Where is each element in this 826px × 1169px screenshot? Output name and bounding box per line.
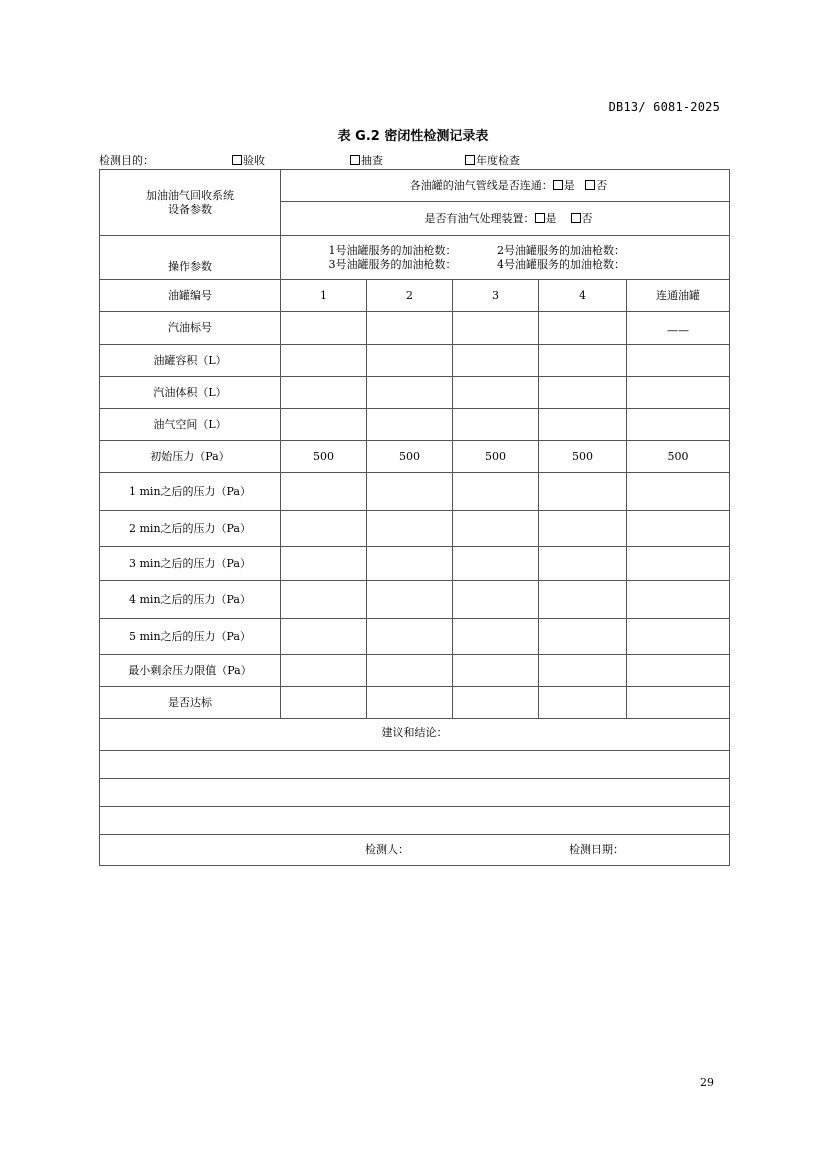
tightness-record-table xyxy=(99,169,730,866)
data-cell[interactable] xyxy=(281,409,367,441)
data-cell[interactable] xyxy=(627,377,730,409)
column-header: 2 xyxy=(367,280,453,312)
row-label: 4 min之后的压力（Pa） xyxy=(100,581,281,619)
pipeline-connected-question: 各油罐的油气管线是否连通： 是 否 xyxy=(281,170,730,202)
row-label: 油气空间（L） xyxy=(100,409,281,441)
data-cell: 500 xyxy=(453,441,539,473)
data-cell[interactable] xyxy=(367,547,453,581)
data-cell[interactable] xyxy=(539,581,627,619)
checkbox-icon[interactable] xyxy=(585,180,595,190)
data-cell[interactable] xyxy=(367,312,453,345)
data-cell[interactable] xyxy=(627,655,730,687)
data-cell[interactable] xyxy=(627,687,730,719)
data-cell[interactable] xyxy=(281,473,367,511)
data-cell[interactable] xyxy=(367,655,453,687)
data-cell: 500 xyxy=(367,441,453,473)
data-cell[interactable] xyxy=(539,687,627,719)
data-cell[interactable] xyxy=(539,511,627,547)
conclusion-line[interactable] xyxy=(100,779,730,807)
row-label: 油罐容积（L） xyxy=(100,345,281,377)
data-cell[interactable] xyxy=(367,511,453,547)
purpose-label: 检测目的： xyxy=(99,154,154,167)
row-label: 5 min之后的压力（Pa） xyxy=(100,619,281,655)
column-header: 3 xyxy=(453,280,539,312)
data-cell: 500 xyxy=(281,441,367,473)
data-cell[interactable] xyxy=(627,409,730,441)
purpose-option-spot-check[interactable]: 抽查 xyxy=(350,152,383,168)
data-cell[interactable] xyxy=(367,581,453,619)
data-cell[interactable] xyxy=(453,377,539,409)
row-label: 最小剩余压力限值（Pa） xyxy=(100,655,281,687)
data-cell[interactable] xyxy=(367,377,453,409)
data-cell[interactable] xyxy=(539,409,627,441)
table-title: 表 G.2 密闭性检测记录表 xyxy=(337,129,489,144)
data-cell[interactable] xyxy=(453,619,539,655)
row-label: 汽油标号 xyxy=(100,312,281,345)
operating-params-label: 操作参数 xyxy=(100,236,281,280)
data-cell[interactable] xyxy=(453,581,539,619)
data-cell[interactable] xyxy=(367,619,453,655)
data-cell[interactable] xyxy=(539,655,627,687)
data-cell[interactable] xyxy=(281,655,367,687)
inspector-label: 检测人： xyxy=(365,843,410,856)
data-cell[interactable] xyxy=(281,687,367,719)
data-cell: —— xyxy=(627,312,730,345)
data-cell[interactable] xyxy=(627,511,730,547)
row-label: 初始压力（Pa） xyxy=(100,441,281,473)
checkbox-icon[interactable] xyxy=(571,213,581,223)
checkbox-icon[interactable] xyxy=(350,155,360,165)
data-cell[interactable] xyxy=(453,547,539,581)
data-cell: 500 xyxy=(627,441,730,473)
data-cell[interactable] xyxy=(539,312,627,345)
tank-number-label: 油罐编号 xyxy=(100,280,281,312)
data-cell[interactable] xyxy=(453,473,539,511)
data-cell[interactable] xyxy=(367,345,453,377)
checkbox-icon[interactable] xyxy=(232,155,242,165)
data-cell[interactable] xyxy=(539,377,627,409)
data-cell[interactable] xyxy=(367,473,453,511)
row-label: 2 min之后的压力（Pa） xyxy=(100,511,281,547)
data-cell[interactable] xyxy=(367,409,453,441)
conclusion-label: 建议和结论： xyxy=(100,719,730,751)
conclusion-line[interactable] xyxy=(100,751,730,779)
data-cell[interactable] xyxy=(281,312,367,345)
data-cell[interactable] xyxy=(627,581,730,619)
column-header: 4 xyxy=(539,280,627,312)
data-cell[interactable] xyxy=(539,345,627,377)
conclusion-line[interactable] xyxy=(100,807,730,835)
date-label: 检测日期： xyxy=(569,843,625,856)
column-header: 连通油罐 xyxy=(627,280,730,312)
data-cell[interactable] xyxy=(367,687,453,719)
row-label: 是否达标 xyxy=(100,687,281,719)
data-cell[interactable] xyxy=(539,547,627,581)
row-label: 1 min之后的压力（Pa） xyxy=(100,473,281,511)
signature-row xyxy=(100,835,730,866)
purpose-option-acceptance[interactable]: 验收 xyxy=(232,152,265,168)
processing-device-question: 是否有油气处理装置： 是 否 xyxy=(281,202,730,236)
checkbox-icon[interactable] xyxy=(553,180,563,190)
data-cell[interactable] xyxy=(453,655,539,687)
row-label: 汽油体积（L） xyxy=(100,377,281,409)
data-cell[interactable] xyxy=(281,377,367,409)
data-cell[interactable] xyxy=(453,687,539,719)
data-cell: 500 xyxy=(539,441,627,473)
row-label: 3 min之后的压力（Pa） xyxy=(100,547,281,581)
checkbox-icon[interactable] xyxy=(535,213,545,223)
data-cell[interactable] xyxy=(453,312,539,345)
data-cell[interactable] xyxy=(453,345,539,377)
standard-code: DB13/ 6081-2025 xyxy=(608,100,720,114)
inspection-purpose xyxy=(99,152,729,168)
page-number: 29 xyxy=(700,1076,714,1089)
data-cell[interactable] xyxy=(539,473,627,511)
data-cell[interactable] xyxy=(281,345,367,377)
data-cell[interactable] xyxy=(453,409,539,441)
data-cell[interactable] xyxy=(281,511,367,547)
data-cell[interactable] xyxy=(281,581,367,619)
data-cell[interactable] xyxy=(281,619,367,655)
data-cell[interactable] xyxy=(539,619,627,655)
column-header: 1 xyxy=(281,280,367,312)
data-cell[interactable] xyxy=(453,511,539,547)
checkbox-icon[interactable] xyxy=(465,155,475,165)
data-cell[interactable] xyxy=(627,345,730,377)
purpose-option-annual[interactable]: 年度检查 xyxy=(465,152,520,168)
system-params-label: 加油油气回收系统 设备参数 xyxy=(100,170,281,236)
data-cell[interactable] xyxy=(627,619,730,655)
data-cell[interactable] xyxy=(627,473,730,511)
operating-params-values: 1号油罐服务的加油枪数： 2号油罐服务的加油枪数： 3号油罐服务的加油枪数： 4号油罐服务的加油枪数： xyxy=(281,236,730,280)
data-cell[interactable] xyxy=(627,547,730,581)
data-cell[interactable] xyxy=(281,547,367,581)
